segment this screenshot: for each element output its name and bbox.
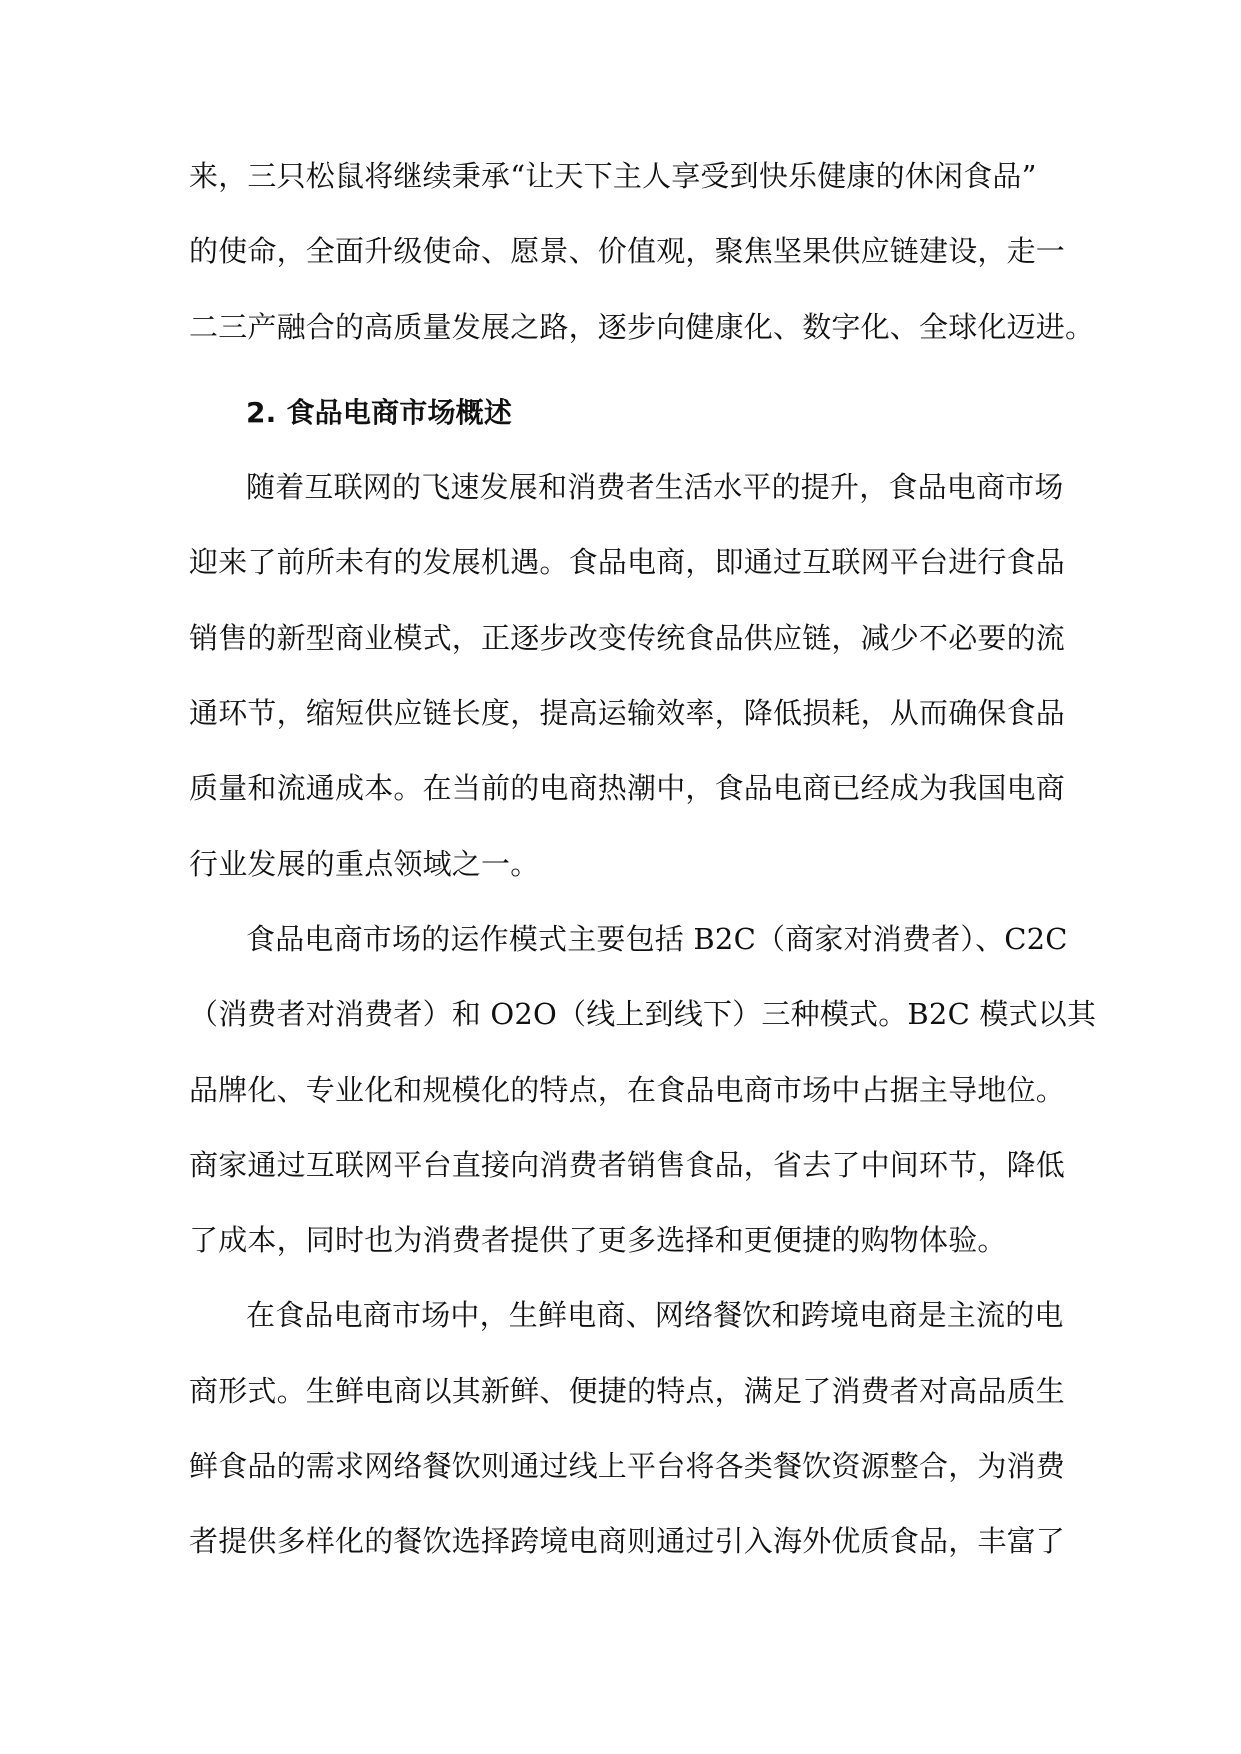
paragraph-forms	[189, 1278, 1069, 1579]
text-line: 商家通过互联网平台直接向消费者销售食品，省去了中间环节，降低	[189, 1147, 1066, 1182]
text-line: 二三产融合的高质量发展之路，逐步向健康化、数字化、全球化迈进。	[189, 309, 1095, 344]
paragraph-intro	[189, 139, 1095, 365]
text-line: 者提供多样化的餐饮选择跨境电商则通过引入海外优质食品，丰富了	[189, 1524, 1066, 1559]
text-line: 食品电商市场的运作模式主要包括 B2C（商家对消费者）、C2C	[246, 921, 1068, 956]
text-line: 的使命，全面升级使命、愿景、价值观，聚焦坚果供应链建设，走一	[189, 234, 1066, 269]
text-line: 商形式。生鲜电商以其新鲜、便捷的特点，满足了消费者对高品质生	[189, 1373, 1066, 1408]
text-line: 销售的新型商业模式，正逐步改变传统食品供应链，减少不必要的流	[189, 620, 1066, 655]
text-line: 品牌化、专业化和规模化的特点，在食品电商市场中占据主导地位。	[189, 1072, 1066, 1107]
section-heading: 2. 食品电商市场概述	[246, 395, 513, 429]
text-line: 在食品电商市场中，生鲜电商、网络餐饮和跨境电商是主流的电	[246, 1298, 1064, 1333]
paragraph-models	[189, 902, 1097, 1278]
text-line: 通环节，缩短供应链长度，提高运输效率，降低损耗，从而确保食品	[189, 696, 1066, 731]
text-line: 随着互联网的飞速发展和消费者生活水平的提升，食品电商市场	[246, 470, 1064, 505]
text-line: 鲜食品的需求网络餐饮则通过线上平台将各类餐饮资源整合，为消费	[189, 1449, 1066, 1484]
text-line: 质量和流通成本。在当前的电商热潮中，食品电商已经成为我国电商	[189, 771, 1066, 806]
text-line: 了成本，同时也为消费者提供了更多选择和更便捷的购物体验。	[189, 1223, 1007, 1258]
paragraph-overview	[189, 450, 1069, 902]
text-line: 迎来了前所未有的发展机遇。食品电商，即通过互联网平台进行食品	[189, 545, 1066, 580]
text-line: 来，三只松鼠将继续秉承“让天下主人享受到快乐健康的休闲食品”	[189, 159, 1037, 193]
text-line: （消费者对消费者）和 O2O（线上到线下）三种模式。B2C 模式以其	[189, 997, 1097, 1032]
text-line: 行业发展的重点领域之一。	[189, 846, 540, 881]
spacer	[189, 365, 1069, 375]
document-body	[189, 139, 1097, 1580]
